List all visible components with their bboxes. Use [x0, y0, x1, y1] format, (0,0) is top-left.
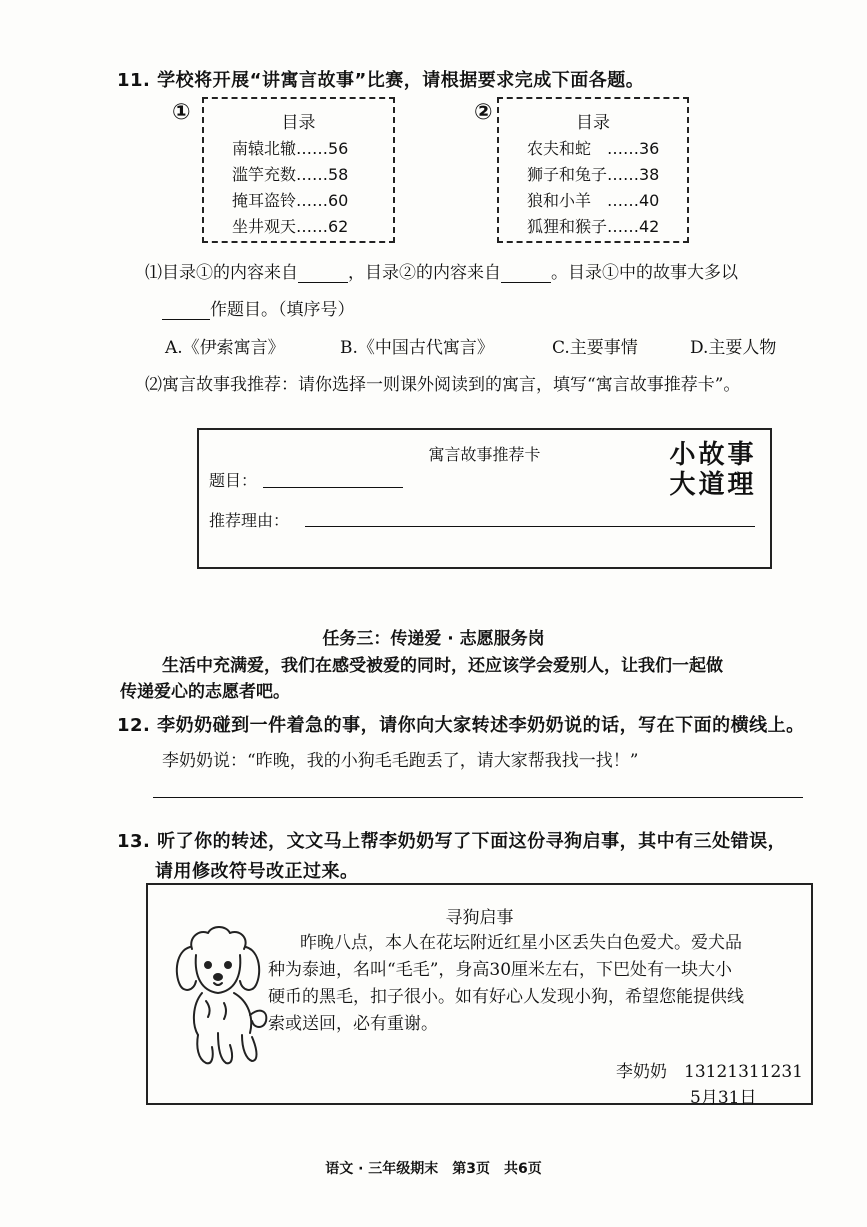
answer-blank-1[interactable]	[298, 282, 348, 283]
card-topic-line[interactable]	[263, 487, 403, 488]
notice-signature: 李奶奶 13121311231	[616, 1062, 803, 1082]
notice-line: 硬币的黑毛，扣子很小。如有好心人发现小狗，希望您能提供线	[268, 987, 744, 1007]
slogan-line2: 大道理	[669, 470, 757, 500]
notice-date: 5月31日	[690, 1088, 757, 1108]
option-a: A.《伊索寓言》	[165, 338, 285, 358]
notice-title: 寻狗启事	[445, 908, 514, 928]
task3-intro-line1: 生活中充满爱，我们在感受被爱的同时，还应该学会爱别人，让我们一起做	[162, 656, 723, 676]
q13-title-line1: 13. 听了你的转述，文文马上帮李奶奶写了下面这份寻狗启事，其中有三处错误，	[117, 831, 787, 852]
notice-body	[268, 930, 744, 1038]
option-d: D.主要人物	[690, 338, 777, 358]
poodle-illustration-icon	[168, 925, 278, 1075]
page-footer: 语文 · 三年级期末 第3页 共6页	[325, 1161, 542, 1177]
toc2-item: 狐狸和猴子……42	[527, 217, 660, 236]
q12-quote: 李奶奶说：“昨晚，我的小狗毛毛跑丢了，请大家帮我找一找！”	[162, 751, 639, 771]
task3-title: 任务三：传递爱 · 志愿服务岗	[322, 629, 545, 649]
answer-blank-2[interactable]	[501, 282, 551, 283]
notice-line: 索或送回，必有重谢。	[268, 1014, 438, 1034]
toc1-item: 滥竽充数……58	[232, 165, 349, 184]
toc2-box	[497, 97, 689, 243]
toc2-item: 狮子和兔子……38	[527, 165, 660, 184]
task3-intro-line2: 传递爱心的志愿者吧。	[120, 682, 290, 702]
toc2-item: 农夫和蛇 ……36	[527, 139, 660, 158]
card-title: 寓言故事推荐卡	[428, 445, 541, 464]
card-slogan	[663, 440, 763, 500]
toc1-heading: 目录	[281, 113, 316, 133]
toc2-marker: ②	[474, 100, 493, 125]
toc1-item: 坐井观天……62	[232, 217, 349, 236]
q11-sub1-part4: 作题目。（填序号）	[210, 300, 355, 320]
option-b: B.《中国古代寓言》	[340, 338, 494, 358]
card-topic-label: 题目：	[209, 471, 258, 490]
slogan-line1: 小故事	[669, 440, 757, 470]
notice-line: 种为泰迪，名叫“毛毛”，身高30厘米左右，下巴处有一块大小	[268, 960, 733, 980]
q11-title: 11. 学校将开展“讲寓言故事”比赛，请根据要求完成下面各题。	[117, 70, 645, 91]
q11-sub1-line2	[162, 295, 355, 320]
q11-sub2: ⑵寓言故事我推荐：请你选择一则课外阅读到的寓言，填写“寓言故事推荐卡”。	[145, 375, 741, 395]
q11-sub1-line1	[145, 258, 738, 283]
option-c: C.主要事情	[552, 338, 638, 358]
q11-sub1-part1: ⑴目录①的内容来自	[145, 263, 298, 283]
notice-line: 昨晚八点，本人在花坛附近红星小区丢失白色爱犬。爱犬品	[300, 933, 742, 953]
q13-title-line2: 请用修改符号改正过来。	[155, 861, 359, 882]
card-reason-line[interactable]	[305, 526, 755, 527]
q12-answer-line[interactable]	[153, 797, 803, 798]
q11-sub1-part3: 。目录①中的故事大多以	[551, 263, 738, 283]
card-reason-label: 推荐理由：	[209, 511, 290, 530]
toc1-item: 南辕北辙……56	[232, 139, 349, 158]
toc2-heading: 目录	[576, 113, 610, 133]
toc2-item: 狼和小羊 ……40	[527, 191, 660, 210]
answer-blank-3[interactable]	[162, 319, 210, 320]
toc1-box	[202, 97, 395, 243]
toc1-marker: ①	[172, 100, 191, 125]
lost-dog-notice	[146, 883, 813, 1108]
q11-sub1-part2: ，目录②的内容来自	[348, 263, 501, 283]
q12-title: 12. 李奶奶碰到一件着急的事，请你向大家转述李奶奶说的话，写在下面的横线上。	[117, 715, 805, 736]
recommend-card	[197, 428, 772, 569]
toc1-item: 掩耳盗铃……60	[232, 191, 349, 210]
